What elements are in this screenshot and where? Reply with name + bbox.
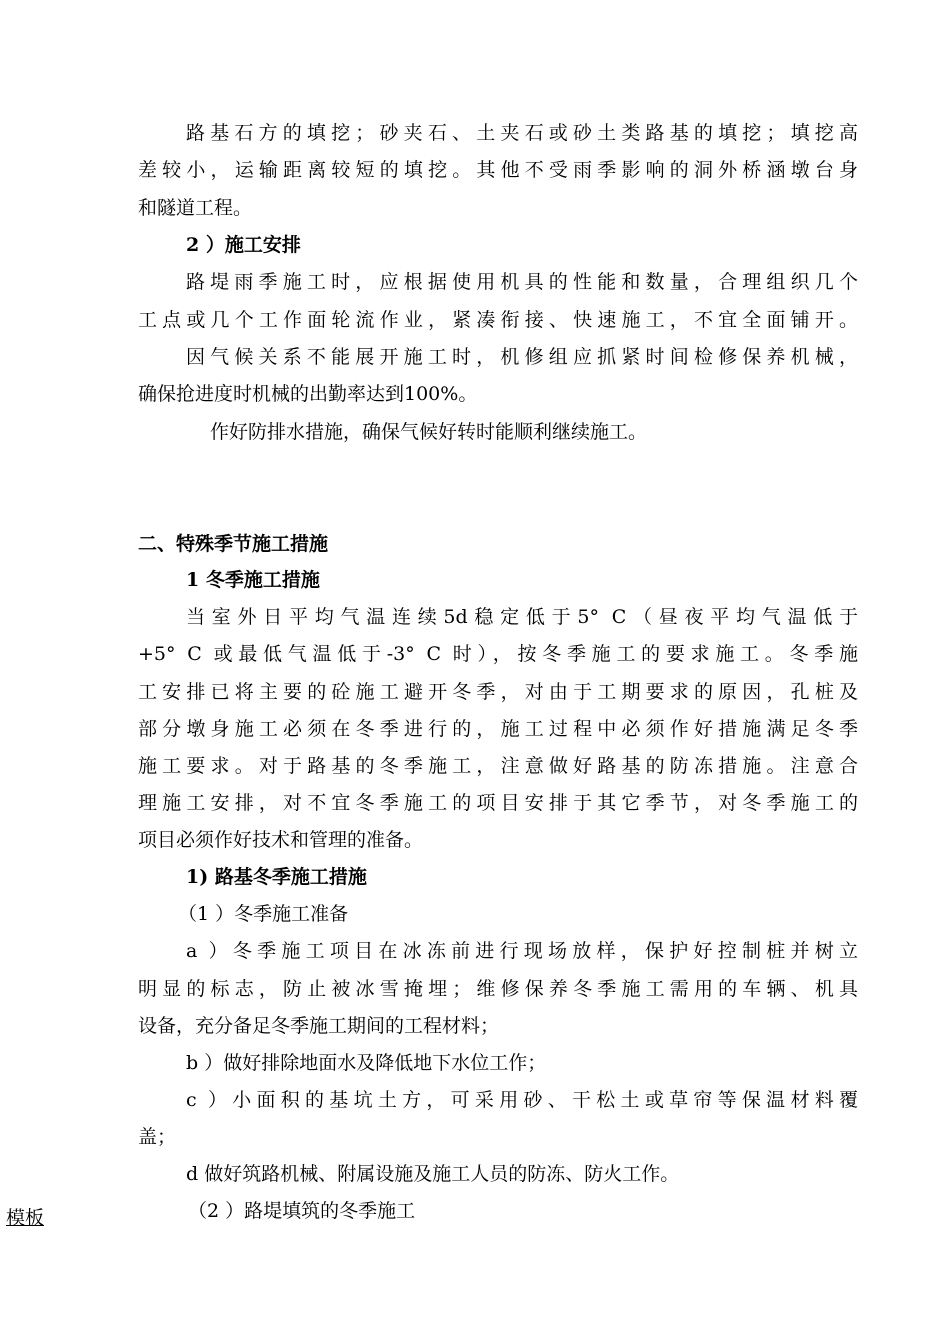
paragraph-line: 当室外日平均气温连续5d稳定低于5° C（昼夜平均气温低于 [186,606,858,628]
section-heading: 2 ）施工安排 [186,234,301,256]
paragraph-line: 路堤雨季施工时，应根据使用机具的性能和数量，合理组织几个 [186,271,858,293]
list-item: a ）冬季施工项目在冰冻前进行现场放样，保护好控制桩并树立 [186,940,858,962]
list-item: 设备，充分备足冬季施工期间的工程材料； [138,1015,500,1037]
paragraph-line: 施工要求。对于路基的冬季施工，注意做好路基的防冻措施。注意合 [138,755,858,777]
paragraph-line: 作好防排水措施，确保气候好转时能顺利继续施工。 [210,421,648,443]
list-item: 盖； [138,1126,177,1148]
item-heading: （1 ）冬季施工准备 [178,903,349,925]
paragraph-line: 路基石方的填挖；砂夹石、土夹石或砂土类路基的填挖；填挖高 [186,122,858,144]
paragraph-line: 项目必须作好技术和管理的准备。 [138,829,424,851]
paragraph-line: 工安排已将主要的砼施工避开冬季，对由于工期要求的原因，孔桩及 [138,681,858,703]
paragraph-line: 和隧道工程。 [138,197,253,219]
paragraph-line: 差较小，运输距离较短的填挖。其他不受雨季影响的洞外桥涵墩台身 [138,159,858,181]
item-heading: （2 ）路堤填筑的冬季施工 [188,1200,416,1222]
footer-template-label: 模板 [6,1207,45,1229]
chapter-heading: 二、特殊季节施工措施 [138,533,329,555]
paragraph-line: 部分墩身施工必须在冬季进行的，施工过程中必须作好措施满足冬季 [138,718,858,740]
paragraph-line: +5° C 或最低气温低于-3° C 时），按冬季施工的要求施工。冬季施 [138,643,858,665]
paragraph-line: 确保抢进度时机械的出勤率达到100%。 [138,383,478,405]
list-item: c ）小面积的基坑土方，可采用砂、干松土或草帘等保温材料覆 [186,1089,858,1111]
paragraph-line: 理施工安排，对不宜冬季施工的项目安排于其它季节，对冬季施工的 [138,792,858,814]
list-item: 明显的标志，防止被冰雪掩埋；维修保养冬季施工需用的车辆、机具 [138,978,858,1000]
paragraph-line: 因气候关系不能展开施工时，机修组应抓紧时间检修保养机械， [186,346,858,368]
paragraph-line: 工点或几个工作面轮流作业，紧凑衔接、快速施工，不宜全面铺开。 [138,309,858,331]
section-heading: 1 冬季施工措施 [186,569,320,591]
list-item: b ）做好排除地面水及降低地下水位工作； [186,1052,547,1074]
subsection-heading: 1) 路基冬季施工措施 [186,866,367,888]
list-item: d 做好筑路机械、附属设施及施工人员的防冻、防火工作。 [186,1163,680,1185]
